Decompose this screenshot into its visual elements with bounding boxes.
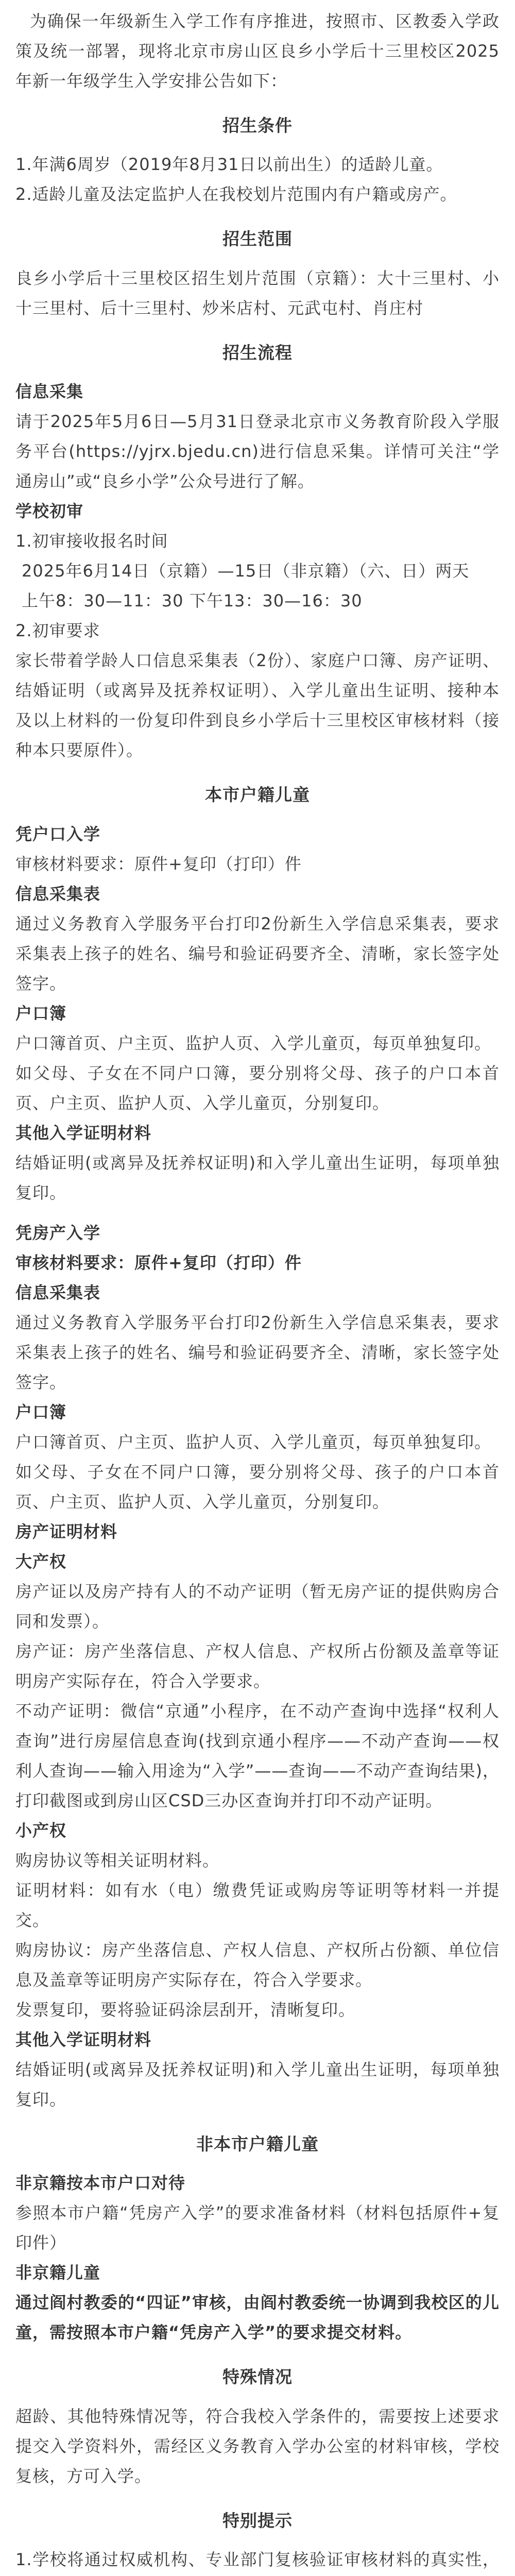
- nonlocal-children-title: 非京籍儿童: [15, 2263, 101, 2283]
- info-collection-text: 请于2025年5月6日—5月31日登录北京市义务教育阶段入学服务平台(https://yjrx.bjedu.cn)进行信息采集。详情可关注“学通房山”或“良乡小学”公众号进行了解。: [15, 412, 500, 492]
- form-text: 通过义务教育入学服务平台打印2份新生入学信息采集表，要求采集表上孩子的姓名、编号和验证码要齐全、清晰，家长签字处签字。: [15, 913, 500, 993]
- small-property-proof: 证明材料：如有水（电）缴费凭证或购房等证明等材料一并提交。: [15, 1880, 500, 1930]
- section-special-cases: [15, 2362, 500, 2490]
- tip-item: 1.学校将通过权威机构、专业部门复核验证审核材料的真实性，: [15, 2550, 500, 2570]
- real-estate-proof-text: 不动产证明：微信“京通”小程序，在不动产查询中选择“权利人查询”进行房屋信息查询(找到京通小程序——不动产查询——权利人查询——输入用途为“入学”——查询——不动产查询结果)，打印截图或到房山区CSD三办区查询并打印不动产证明。: [15, 1701, 500, 1810]
- hukou-text: 户口簿首页、户主页、监护人页、入学儿童页，每页单独复印。: [15, 1033, 492, 1053]
- other-materials-text: 结婚证明(或离异及抚养权证明)和入学儿童出生证明，每项单独复印。: [15, 2059, 500, 2109]
- review-requirements-text: 家长带着学龄人口信息采集表（2份）、家庭户口簿、房产证明、结婚证明（或离异及抚养权证明）、入学儿童出生证明、接种本及以上材料的一份复印件到良乡小学后十三里校区审核材料（接种本只要原件）。: [15, 651, 500, 760]
- section-heading-process: 招生流程: [222, 342, 293, 363]
- property-certificate-text: 房产证：房产坐落信息、产权人信息、产权所占份额及盖章等证明房产实际存在，符合入学要求。: [15, 1641, 500, 1691]
- intro-paragraph: 为确保一年级新生入学工作有序推进，按照市、区教委入学政策及统一部署，现将北京市房山区良乡小学后十三里校区2025年新一年级学生入学安排公告如下：: [15, 11, 500, 91]
- by-hukou-title: 凭户口入学: [15, 824, 101, 844]
- condition-item: 1.年满6周岁（2019年8月31日以前出生）的适龄儿童。: [15, 155, 443, 175]
- section-heading-conditions: 招生条件: [222, 115, 293, 135]
- purchase-agreement-text: 购房协议：房产坐落信息、产权人信息、产权所占份额、单位信息及盖章等证明房产实际存在，符合入学要求。: [15, 1940, 500, 1990]
- other-materials-title: 其他入学证明材料: [15, 1123, 152, 1143]
- block-by-hukou: [15, 819, 500, 1208]
- review-hours: 上午8：30—11：30 下午13：30—16：30: [22, 591, 363, 611]
- hukou-title: 户口簿: [15, 1003, 67, 1023]
- hukou-note: 如父母、子女在不同户口簿，要分别将父母、孩子的户口本首页、户主页、监护人页、入学儿童页，分别复印。: [15, 1462, 500, 1512]
- other-materials-text: 结婚证明(或离异及抚养权证明)和入学儿童出生证明，每项单独复印。: [15, 1153, 500, 1202]
- section-heading-special: 特殊情况: [222, 2367, 293, 2387]
- hukou-text: 户口簿首页、户主页、监护人页、入学儿童页，每页单独复印。: [15, 1432, 492, 1452]
- range-text: 良乡小学后十三里校区招生划片范围（京籍）：大十三里村、小十三里村、后十三里村、炒米店村、元武屯村、肖庄村: [15, 268, 500, 318]
- section-local-residents: [15, 780, 500, 2114]
- section-tips: [15, 2506, 500, 2576]
- nonlocal-as-local-title: 非京籍按本市户口对待: [15, 2173, 186, 2193]
- section-heading-range: 招生范围: [222, 229, 293, 249]
- small-property-text: 购房协议等相关证明材料。: [15, 1850, 220, 1870]
- property-proof-title: 房产证明材料: [15, 1521, 118, 1541]
- info-collection-title: 信息采集: [15, 382, 84, 402]
- form-title: 信息采集表: [15, 884, 101, 904]
- review-time-title: 1.初审接收报名时间: [15, 531, 168, 551]
- full-property-text: 房产证以及房产持有人的不动产证明（暂无房产证的提供购房合同和发票）。: [15, 1581, 500, 1631]
- hukou-title: 户口簿: [15, 1402, 67, 1422]
- nonlocal-children-text: 通过阎村教委的“四证”审核，由阎村教委统一协调到我校区的儿童，需按照本市户籍“凭房产入学”的要求提交材料。: [15, 2293, 500, 2343]
- section-heading-local: 本市户籍儿童: [205, 785, 310, 805]
- condition-item: 2.适龄儿童及法定监护人在我校划片范围内有户籍或房产。: [15, 184, 457, 205]
- materials-requirement: 审核材料要求：原件+复印（打印）件: [15, 854, 302, 874]
- small-property-title: 小产权: [15, 1820, 67, 1840]
- materials-requirement: 审核材料要求：原件+复印（打印）件: [15, 1252, 302, 1273]
- hukou-note: 如父母、子女在不同户口簿，要分别将父母、孩子的户口本首页、户主页、监护人页、入学儿童页，分别复印。: [15, 1063, 500, 1113]
- by-property-title: 凭房产入学: [15, 1223, 101, 1243]
- review-requirements-title: 2.初审要求: [15, 621, 100, 641]
- section-heading-nonlocal: 非本市户籍儿童: [196, 2133, 319, 2154]
- section-heading-tips: 特别提示: [222, 2510, 293, 2531]
- invoice-text: 发票复印，要将验证码涂层刮开，清晰复印。: [15, 1999, 356, 2020]
- section-range: [15, 224, 500, 323]
- other-materials-title: 其他入学证明材料: [15, 2029, 152, 2049]
- full-property-title: 大产权: [15, 1551, 67, 1571]
- special-cases-text: 超龄、其他特殊情况等，符合我校入学条件的，需要按上述要求提交入学资料外，需经区义务教育入学办公室的材料审核，学校复核，方可入学。: [15, 2406, 500, 2486]
- block-by-property: [15, 1218, 500, 2114]
- nonlocal-as-local-text: 参照本市户籍“凭房产入学”的要求准备材料（材料包括原件+复印件）: [15, 2203, 500, 2253]
- form-text: 通过义务教育入学服务平台打印2份新生入学信息采集表，要求采集表上孩子的姓名、编号和验证码要齐全、清晰，家长签字处签字。: [15, 1312, 500, 1392]
- initial-review-title: 学校初审: [15, 501, 84, 521]
- form-title: 信息采集表: [15, 1282, 101, 1302]
- section-nonlocal-residents: [15, 2129, 500, 2347]
- section-process: [15, 338, 500, 765]
- section-conditions: [15, 111, 500, 209]
- review-dates: 2025年6月14日（京籍）—15日（非京籍）（六、日）两天: [22, 561, 470, 581]
